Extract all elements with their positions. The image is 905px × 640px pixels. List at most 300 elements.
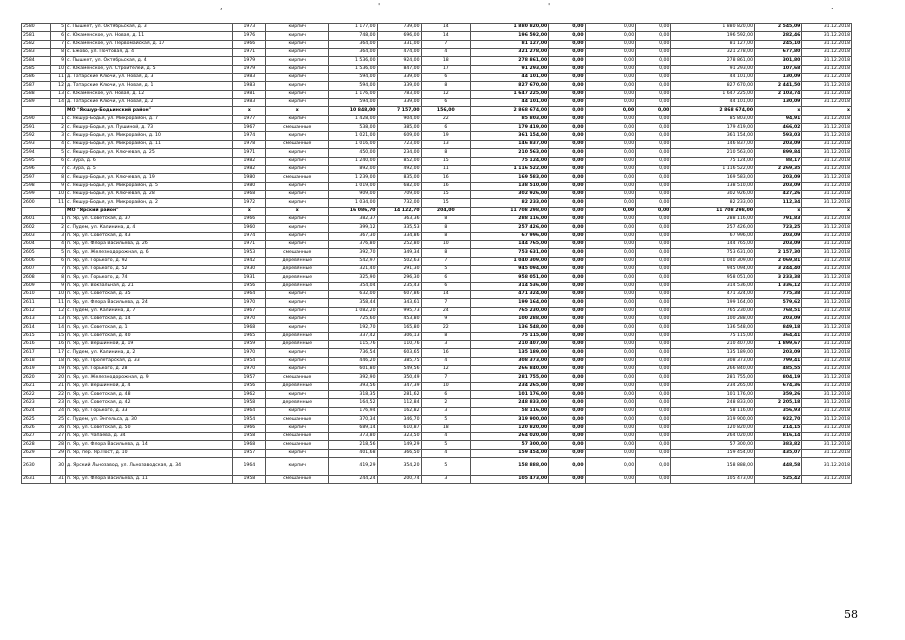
cell-total-cost: 75 124,00 [471, 157, 549, 165]
cell-cost-municipal: 0,00 [636, 265, 671, 273]
cell-cost-municipal: 0,00 [636, 282, 671, 290]
cell-total-cost: 82 233,00 [471, 199, 549, 207]
cell-cost-municipal: 0,00 [636, 432, 671, 440]
cell-cost-municipal: 0,00 [636, 182, 671, 190]
cell-residents: 18 [421, 424, 471, 432]
cell-residents: 15 [421, 199, 471, 207]
cell-cost-municipal: 0,00 [636, 115, 671, 123]
cell-cost-owners: 210 407,00 [671, 341, 755, 349]
cell-year-built: 1972 [233, 199, 266, 207]
cell-cost-owners: 321 278,00 [671, 49, 755, 57]
cell-cost-owners: 91 293,00 [671, 65, 755, 73]
cell-deadline: х [802, 207, 852, 215]
cell-wall-material: кирпич [266, 316, 329, 324]
cell-cost-per-sqm: 2 205,18 [755, 399, 802, 407]
table-row [22, 475, 852, 483]
cell-cost-municipal: 0,00 [636, 165, 671, 173]
cell-total-cost: 361 154,00 [471, 132, 549, 140]
cell-address: с. Зура, д. 5 [66, 165, 233, 173]
cell-address: п. Яр, ул. Советская, д. 35 [66, 291, 233, 299]
cell-cost-per-sqm: 301,80 [755, 57, 802, 65]
cell-total-area: 1 034,00 [329, 199, 377, 207]
cell-row-number: 2605 [22, 249, 51, 257]
cell-year-built: 1958 [233, 475, 266, 483]
cell-address: с. Якшур-Бодья, ул. Пушиной, д. 73 [66, 124, 233, 132]
header-mark: , [220, 2, 223, 11]
cell-year-built: 1983 [233, 99, 266, 107]
cell-cost-per-sqm: 525,42 [755, 475, 802, 483]
cell-cost-per-sqm: 282,46 [755, 32, 802, 40]
cell-item-number: 28 [50, 441, 65, 449]
cell-wall-material: кирпич [266, 49, 329, 57]
cell-total-cost: 958 051,00 [471, 274, 549, 282]
cell-item-number: 21 [50, 382, 65, 390]
cell-year-built: 1971 [233, 49, 266, 57]
table-row [22, 224, 852, 232]
cell-address: п. Яр, ул. Советская, д. 48 [66, 391, 233, 399]
cell-cost-federal: 0,00 [549, 240, 585, 248]
cell-wall-material: кирпич [266, 165, 329, 173]
cell-cost-federal: 0,00 [549, 416, 585, 424]
cell-address: с. Якшур-Бодья, ул. Микрорайон, д. 2 [66, 199, 233, 207]
cell-wall-material: кирпич [266, 232, 329, 240]
cell-cost-per-sqm: 112,34 [755, 199, 802, 207]
cell-total-cost: 314 536,00 [471, 282, 549, 290]
cell-wall-material: кирпич [266, 190, 329, 198]
cell-cost-owners: 827 670,00 [671, 82, 755, 90]
cell-living-area: 609,00 [377, 132, 421, 140]
cell-row-number: 2604 [22, 240, 51, 248]
cell-cost-municipal: 0,00 [636, 82, 671, 90]
cell-living-area: 709,00 [377, 190, 421, 198]
cell-year-built: 1966 [233, 215, 266, 223]
cell-year-built: 1964 [233, 291, 266, 299]
cell-residents: 8 [421, 215, 471, 223]
cell-cost-regional: 0,00 [585, 57, 636, 65]
cell-living-area: 385,00 [377, 124, 421, 132]
cell-row-number: 2611 [22, 299, 51, 307]
cell-cost-per-sqm: 203,09 [755, 316, 802, 324]
cell-cost-municipal: 0,00 [636, 382, 671, 390]
cell-cost-regional: 0,00 [585, 240, 636, 248]
cell-wall-material: смешанные [266, 475, 329, 483]
cell-address: п. Яр, ул. Чапаева, д. 34 [66, 432, 233, 440]
cell-total-cost: 105 473,00 [471, 475, 549, 483]
cell-total-area: 244,24 [329, 475, 377, 483]
cell-cost-federal: 0,00 [549, 274, 585, 282]
cell-cost-per-sqm: 203,09 [755, 174, 802, 182]
cell-cost-per-sqm: 677,80 [755, 49, 802, 57]
cell-total-area: 689,14 [329, 424, 377, 432]
cell-item-number: 10 [50, 190, 65, 198]
cell-address: п. Яр, ул. Флора Васильева, д. 11 [66, 475, 233, 483]
cell-cost-municipal: 0,00 [636, 332, 671, 340]
cell-residents: 12 [421, 90, 471, 98]
cell-row-number: 2597 [22, 174, 51, 182]
cell-deadline: 31.12.2018 [802, 265, 852, 273]
cell-total-area: 364,00 [329, 40, 377, 48]
cell-cost-regional: 0,00 [585, 324, 636, 332]
cell-deadline: 31.12.2018 [802, 82, 852, 90]
cell-wall-material: кирпич [266, 307, 329, 315]
cell-living-area: 339,00 [377, 99, 421, 107]
cell-item-number: 20 [50, 374, 65, 382]
cell-cost-owners: 308 373,00 [671, 357, 755, 365]
cell-deadline: 31.12.2018 [802, 57, 852, 65]
table-row [22, 432, 852, 440]
cell-cost-per-sqm: 203,09 [755, 182, 802, 190]
cell-total-cost: 11 708 298,00 [471, 207, 549, 215]
cell-cost-regional: 0,00 [585, 65, 636, 73]
cell-total-cost: 210 407,00 [471, 341, 549, 349]
cell-total-area: 367,30 [329, 232, 377, 240]
cell-cost-owners: 945 094,00 [671, 265, 755, 273]
cell-deadline: 31.12.2018 [802, 232, 852, 240]
cell-cost-per-sqm: 2 069,81 [755, 257, 802, 265]
cell-residents: 5 [421, 416, 471, 424]
cell-living-area: 492,00 [377, 165, 421, 173]
cell-address: МО "Ярский район" [66, 207, 233, 215]
cell-item-number: 24 [50, 407, 65, 415]
cell-cost-owners: 1 116 522,00 [671, 165, 755, 173]
cell-wall-material: кирпич [266, 82, 329, 90]
cell-total-area: 1 536,00 [329, 57, 377, 65]
cell-living-area: 354,20 [377, 457, 421, 475]
cell-cost-per-sqm: 214,15 [755, 424, 802, 432]
cell-cost-regional: 0,00 [585, 157, 636, 165]
cell-row-number: 2630 [22, 457, 51, 475]
cell-cost-regional: 0,00 [585, 457, 636, 475]
cell-wall-material: кирпич [266, 391, 329, 399]
table-row [22, 307, 852, 315]
cell-cost-owners: 266 840,00 [671, 366, 755, 374]
cell-cost-federal: 0,00 [549, 299, 585, 307]
cell-year-built: 1930 [233, 265, 266, 273]
cell-item-number: 14 [50, 99, 65, 107]
cell-cost-federal: 0,00 [549, 90, 585, 98]
cell-living-area: 723,00 [377, 140, 421, 148]
cell-residents: 5 [421, 441, 471, 449]
cell-cost-regional: 0,00 [585, 382, 636, 390]
cell-living-area: 14 122,70 [377, 207, 421, 215]
cell-deadline: 31.12.2018 [802, 74, 852, 82]
cell-total-area: 376,80 [329, 240, 377, 248]
cell-residents: 11 [421, 165, 471, 173]
cell-item-number: 25 [50, 416, 65, 424]
cell-wall-material: смешанные [266, 249, 329, 257]
cell-year-built: 1964 [233, 407, 266, 415]
cell-residents: 7 [421, 257, 471, 265]
cell-cost-federal: 0,00 [549, 316, 585, 324]
cell-cost-owners: 138 510,00 [671, 182, 755, 190]
cell-cost-regional: 0,00 [585, 82, 636, 90]
cell-deadline: 31.12.2018 [802, 457, 852, 475]
table-row [22, 299, 852, 307]
cell-total-area: 164,52 [329, 399, 377, 407]
cell-item-number: 12 [50, 82, 65, 90]
cell-cost-per-sqm: 2 545,09 [755, 24, 802, 32]
cell-cost-federal: 0,00 [549, 82, 585, 90]
cell-wall-material: смешанные [266, 124, 329, 132]
cell-residents: 14 [421, 32, 471, 40]
cell-cost-municipal: 0,00 [636, 32, 671, 40]
cell-address: с. Пудем, ул. Энгельса, д. 30 [66, 416, 233, 424]
cell-cost-per-sqm: 448,58 [755, 457, 802, 475]
cell-deadline: 31.12.2018 [802, 257, 852, 265]
cell-cost-federal: 0,00 [549, 399, 585, 407]
cell-year-built: 1970 [233, 316, 266, 324]
cell-row-number: 2610 [22, 291, 51, 299]
table-row [22, 416, 852, 424]
cell-cost-regional: 0,00 [585, 24, 636, 32]
cell-cost-municipal: 0,00 [636, 399, 671, 407]
cell-wall-material: кирпич [266, 291, 329, 299]
cell-residents: 16 [421, 174, 471, 182]
cell-cost-per-sqm: 3 244,40 [755, 265, 802, 273]
cell-living-area: 343,61 [377, 299, 421, 307]
cell-total-area: 594,00 [329, 74, 377, 82]
cell-deadline: 31.12.2018 [802, 190, 852, 198]
cell-cost-regional: 0,00 [585, 441, 636, 449]
cell-row-number: 2612 [22, 307, 51, 315]
cell-cost-federal: 0,00 [549, 265, 585, 273]
table-row [22, 215, 852, 223]
cell-living-area: 603,65 [377, 349, 421, 357]
cell-cost-federal: 0,00 [549, 215, 585, 223]
cell-cost-regional: 0,00 [585, 357, 636, 365]
cell-total-cost: 101 176,00 [471, 391, 549, 399]
cell-cost-municipal: 0,00 [636, 240, 671, 248]
cell-cost-owners: 302 926,00 [671, 190, 755, 198]
cell-living-area: 323,50 [377, 432, 421, 440]
cell-cost-owners: 958 051,00 [671, 274, 755, 282]
cell-wall-material: кирпич [266, 424, 329, 432]
cell-living-area: 385,75 [377, 357, 421, 365]
cell-wall-material: кирпич [266, 324, 329, 332]
cell-address: п. Яр, ул. Вершинной, д. 4 [66, 382, 233, 390]
cell-year-built: 1971 [233, 149, 266, 157]
cell-total-cost: 146 837,00 [471, 140, 549, 148]
cell-residents: 4 [421, 49, 471, 57]
cell-row-number: 2596 [22, 165, 51, 173]
cell-year-built: 1982 [233, 165, 266, 173]
cell-cost-municipal: 0,00 [636, 190, 671, 198]
cell-cost-federal: 0,00 [549, 475, 585, 483]
table-row [22, 199, 852, 207]
cell-cost-regional: 0,00 [585, 416, 636, 424]
cell-cost-regional: 0,00 [585, 475, 636, 483]
cell-row-number: 2628 [22, 441, 51, 449]
cell-deadline: 31.12.2018 [802, 324, 852, 332]
cell-cost-federal: 0,00 [549, 282, 585, 290]
cell-item-number: 26 [50, 424, 65, 432]
cell-cost-owners: 471 324,00 [671, 291, 755, 299]
cell-address: с. Якшур-Бодья, ул. Ключевая, д. 25 [66, 149, 233, 157]
cell-total-area: 1 239,00 [329, 174, 377, 182]
cell-wall-material: смешанные [266, 432, 329, 440]
table-row [22, 265, 852, 273]
cell-address: с. Якшур-Бодья, ул. Микрорайон, д. 11 [66, 140, 233, 148]
cell-cost-federal: 0,00 [549, 441, 585, 449]
cell-residents: 5 [421, 265, 471, 273]
cell-deadline: 31.12.2018 [802, 240, 852, 248]
cell-row-number: 2625 [22, 416, 51, 424]
cell-total-cost: 144 765,00 [471, 240, 549, 248]
cell-total-area: 218,56 [329, 441, 377, 449]
buildings-table [21, 23, 852, 484]
cell-cost-municipal: 0,00 [636, 157, 671, 165]
cell-item-number: 2 [50, 124, 65, 132]
cell-cost-owners: 11 708 298,00 [671, 207, 755, 215]
cell-address: д. Ярский Льнозавод, ул. Льнозаводская, д. 34 [66, 457, 233, 475]
table-row [22, 182, 852, 190]
cell-total-area: 16 086,70 [329, 207, 377, 215]
cell-item-number: 4 [50, 240, 65, 248]
table-row [22, 257, 852, 265]
cell-total-area: 736,54 [329, 349, 377, 357]
cell-year-built: 1971 [233, 240, 266, 248]
cell-total-cost: 67 996,00 [471, 232, 549, 240]
cell-item-number: 13 [50, 316, 65, 324]
cell-total-cost: 158 888,00 [471, 457, 549, 475]
cell-address: с. Ежово, ул. Почтовая, д. 4 [66, 49, 233, 57]
cell-total-area: 337,42 [329, 332, 377, 340]
table-row [22, 32, 852, 40]
cell-year-built: 1979 [233, 57, 266, 65]
cell-item-number: 11 [50, 74, 65, 82]
cell-cost-municipal: 0,00 [636, 316, 671, 324]
cell-year-built: 1978 [233, 140, 266, 148]
cell-cost-municipal: 0,00 [636, 416, 671, 424]
cell-item-number: 9 [50, 57, 65, 65]
cell-row-number: 2580 [22, 24, 51, 32]
cell-total-area: 594,00 [329, 82, 377, 90]
cell-cost-regional: 0,00 [585, 32, 636, 40]
cell-residents: 8 [421, 224, 471, 232]
cell-cost-owners: 248 833,00 [671, 399, 755, 407]
cell-residents: 9 [421, 316, 471, 324]
cell-cost-regional: 0,00 [585, 307, 636, 315]
cell-residents: 18 [421, 57, 471, 65]
cell-total-area: 538,00 [329, 124, 377, 132]
cell-address: с. Юкаменское, ул. Первомайская, д. 17 [66, 40, 233, 48]
cell-cost-owners: 146 837,00 [671, 140, 755, 148]
cell-year-built: 1942 [233, 257, 266, 265]
cell-total-area: 358,44 [329, 299, 377, 307]
cell-residents: 10 [421, 382, 471, 390]
cell-cost-owners: 179 419,00 [671, 124, 755, 132]
cell-cost-municipal: 0,00 [636, 424, 671, 432]
cell-residents: 12 [421, 366, 471, 374]
cell-row-number: 2592 [22, 132, 51, 140]
cell-year-built: 1956 [233, 382, 266, 390]
cell-address: с. Якшур-Бодья, ул. Микрорайон, д. 7 [66, 115, 233, 123]
cell-cost-owners: 361 154,00 [671, 132, 755, 140]
cell-total-area: 1 019,00 [329, 182, 377, 190]
cell-item-number: 10 [50, 291, 65, 299]
cell-cost-owners: 158 888,00 [671, 457, 755, 475]
cell-row-number: 2584 [22, 57, 51, 65]
cell-item-number: 8 [50, 274, 65, 282]
cell-total-area: 192,70 [329, 324, 377, 332]
cell-total-area: 318,35 [329, 391, 377, 399]
cell-item-number: 23 [50, 399, 65, 407]
cell-address: с. Пудем, ул. Калинина, д. 2 [66, 349, 233, 357]
cell-cost-federal: 0,00 [549, 357, 585, 365]
cell-address: п. Яр, ул. Горького, д. 33 [66, 407, 233, 415]
cell-total-area: 450,00 [329, 149, 377, 157]
table-row [22, 40, 852, 48]
cell-total-area: 370,34 [329, 416, 377, 424]
cell-total-cost: 75 115,00 [471, 332, 549, 340]
cell-wall-material: кирпич [266, 40, 329, 48]
cell-address: с. Пудем, ул. Калинина, д. 4 [66, 224, 233, 232]
cell-residents: 2 [421, 399, 471, 407]
cell-address: с. Пышкет, ул. Октябрьская, д. 3 [66, 24, 233, 32]
cell-cost-owners: 44 101,00 [671, 74, 755, 82]
cell-total-area: 446,20 [329, 357, 377, 365]
cell-living-area: 607,86 [377, 291, 421, 299]
cell-total-cost: 1 880 820,00 [471, 24, 549, 32]
table-row [22, 424, 852, 432]
cell-cost-regional: 0,00 [585, 224, 636, 232]
cell-total-cost: 81 127,00 [471, 40, 549, 48]
cell-deadline: 31.12.2018 [802, 382, 852, 390]
cell-total-cost: 321 278,00 [471, 49, 549, 57]
cell-cost-owners: 159 454,00 [671, 449, 755, 457]
cell-year-built: 1958 [233, 399, 266, 407]
cell-cost-owners: 58 116,00 [671, 407, 755, 415]
cell-cost-owners: 196 592,00 [671, 32, 755, 40]
cell-living-area: 610,87 [377, 424, 421, 432]
cell-cost-per-sqm: 3 233,38 [755, 274, 802, 282]
table-row [22, 57, 852, 65]
cell-living-area: 453,80 [377, 316, 421, 324]
cell-cost-owners: 144 765,00 [671, 240, 755, 248]
cell-total-cost: 199 164,00 [471, 299, 549, 307]
cell-total-area: 176,94 [329, 407, 377, 415]
cell-cost-regional: 0,00 [585, 374, 636, 382]
cell-cost-owners: 75 115,00 [671, 332, 755, 340]
cell-item-number: 18 [50, 357, 65, 365]
cell-deadline: 31.12.2018 [802, 341, 852, 349]
cell-total-area: 364,00 [329, 49, 377, 57]
cell-row-number: 2581 [22, 32, 51, 40]
cell-living-area: 924,00 [377, 57, 421, 65]
cell-year-built: 1976 [233, 32, 266, 40]
cell-address: МО "Якшур-Бодьинский район" [66, 107, 233, 115]
cell-wall-material: деревянные [266, 399, 329, 407]
cell-wall-material: кирпич [266, 32, 329, 40]
cell-total-area: 725,60 [329, 316, 377, 324]
cell-total-area: 909,00 [329, 190, 377, 198]
cell-item-number: 9 [50, 282, 65, 290]
cell-cost-regional: 0,00 [585, 282, 636, 290]
cell-cost-regional: 0,00 [585, 399, 636, 407]
cell-wall-material: кирпич [266, 366, 329, 374]
cell-cost-federal: 0,00 [549, 174, 585, 182]
cell-deadline: 31.12.2018 [802, 424, 852, 432]
cell-total-area: 419,29 [329, 457, 377, 475]
table-row [22, 74, 852, 82]
cell-cost-regional: 0,00 [585, 407, 636, 415]
cell-item-number: 14 [50, 324, 65, 332]
cell-cost-federal: 0,00 [549, 224, 585, 232]
cell-cost-regional: 0,00 [585, 257, 636, 265]
cell-address: п. Яр, пер. Яр.Пост, д. 10 [66, 449, 233, 457]
cell-address: п. Яр, ул. Железнодорожная, д. 6 [66, 249, 233, 257]
cell-wall-material: кирпич [266, 215, 329, 223]
